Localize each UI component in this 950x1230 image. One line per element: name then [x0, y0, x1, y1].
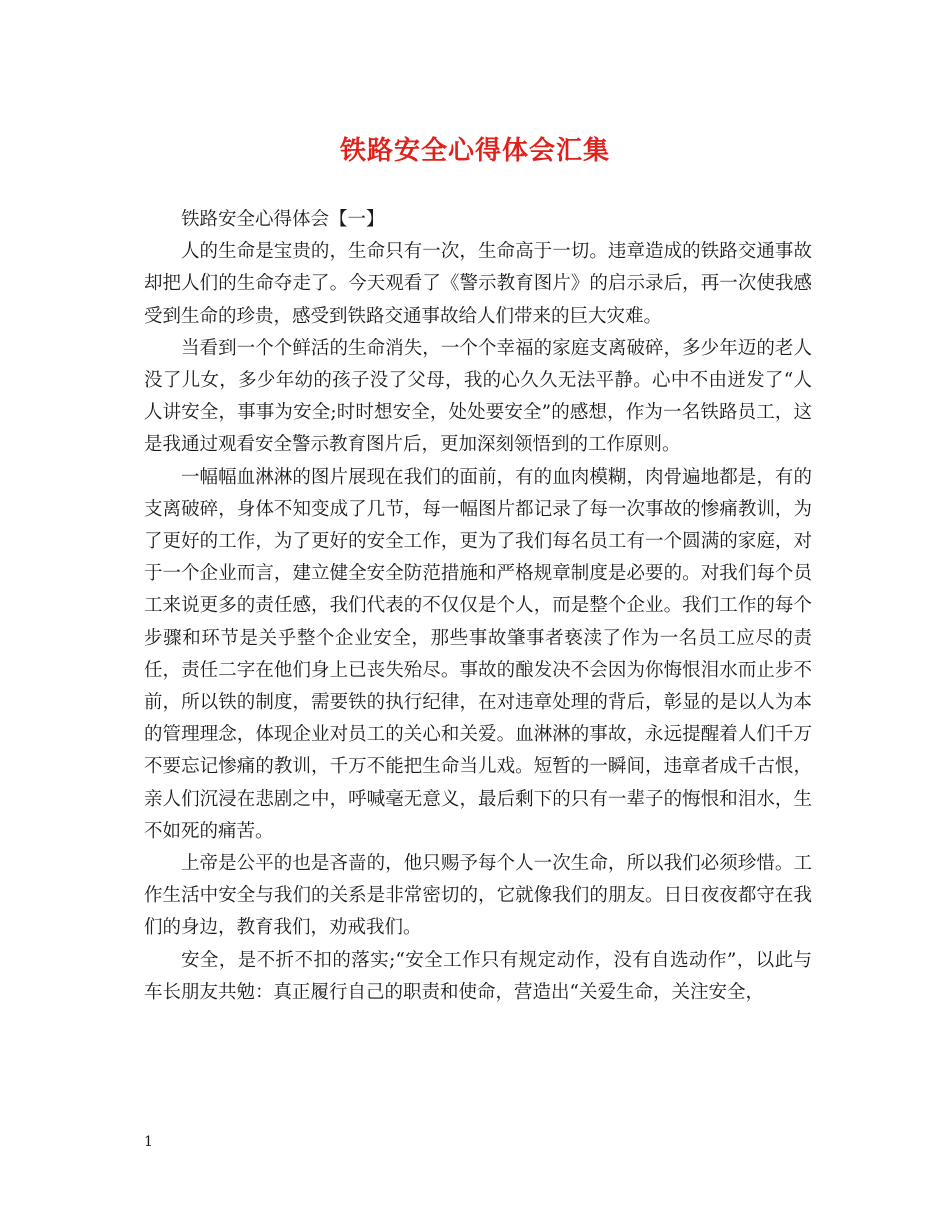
paragraph-5: 安全，是不折不扣的落实;“安全工作只有规定动作，没有自选动作”，以此与车长朋友共勉：真正履行自己的职责和使命，营造出“关爱生命，关注安全， — [144, 949, 812, 1003]
document-body — [144, 204, 812, 1009]
paragraph-4: 上帝是公平的也是吝啬的，他只赐予每个人一次生命，所以我们必须珍惜。工作生活中安全与我们的关系是非常密切的，它就像我们的朋友。日日夜夜都守在我们的身边，教育我们，劝戒我们。 — [144, 853, 812, 939]
section-heading: 铁路安全心得体会【一】 — [181, 209, 385, 230]
document-title: 铁路安全心得体会汇集 — [339, 136, 610, 166]
paragraph-1: 人的生命是宝贵的，生命只有一次，生命高于一切。违章造成的铁路交通事故却把人们的生命夺走了。今天观看了《警示教育图片》的启示录后，再一次使我感受到生命的珍贵，感受到铁路交通事故给人们带来的巨大灾难。 — [144, 241, 812, 327]
page-number: 1 — [144, 1134, 153, 1150]
paragraph-2: 当看到一个个鲜活的生命消失，一个个幸福的家庭支离破碎，多少年迈的老人没了儿女，多少年幼的孩子没了父母，我的心久久无法平静。心中不由迸发了“人人讲安全，事事为安全;时时想安全，处处要安全”的感想，作为一名铁路员工，这是我通过观看安全警示教育图片后，更加深刻领悟到的工作原则。 — [144, 337, 812, 456]
paragraph-3: 一幅幅血淋淋的图片展现在我们的面前，有的血肉模糊，肉骨遍地都是，有的支离破碎，身体不知变成了几节，每一幅图片都记录了每一次事故的惨痛教训，为了更好的工作，为了更好的安全工作，更为了我们每名员工有一个圆满的家庭，对于一个企业而言，建立健全安全防范措施和严格规章制度是必要的。对我们每个员工来说更多的责任感，我们代表的不仅仅是个人，而是整个企业。我们工作的每个步骤和环节是关乎整个企业安全，那些事故肇事者亵渎了作为一名员工应尽的责任，责任二字在他们身上已丧失殆尽。事故的酿发决不会因为你悔恨泪水而止步不前，所以铁的制度，需要铁的执行纪律，在对违章处理的背后，彰显的是以人为本的管理理念，体现企业对员工的关心和关爱。血淋淋的事故，永远提醒着人们千万不要忘记惨痛的教训，千万不能把生命当儿戏。短暂的一瞬间，违章者成千古恨，亲人们沉浸在悲剧之中，呼喊毫无意义，最后剩下的只有一辈子的悔恨和泪水，生不如死的痛苦。 — [144, 466, 812, 842]
